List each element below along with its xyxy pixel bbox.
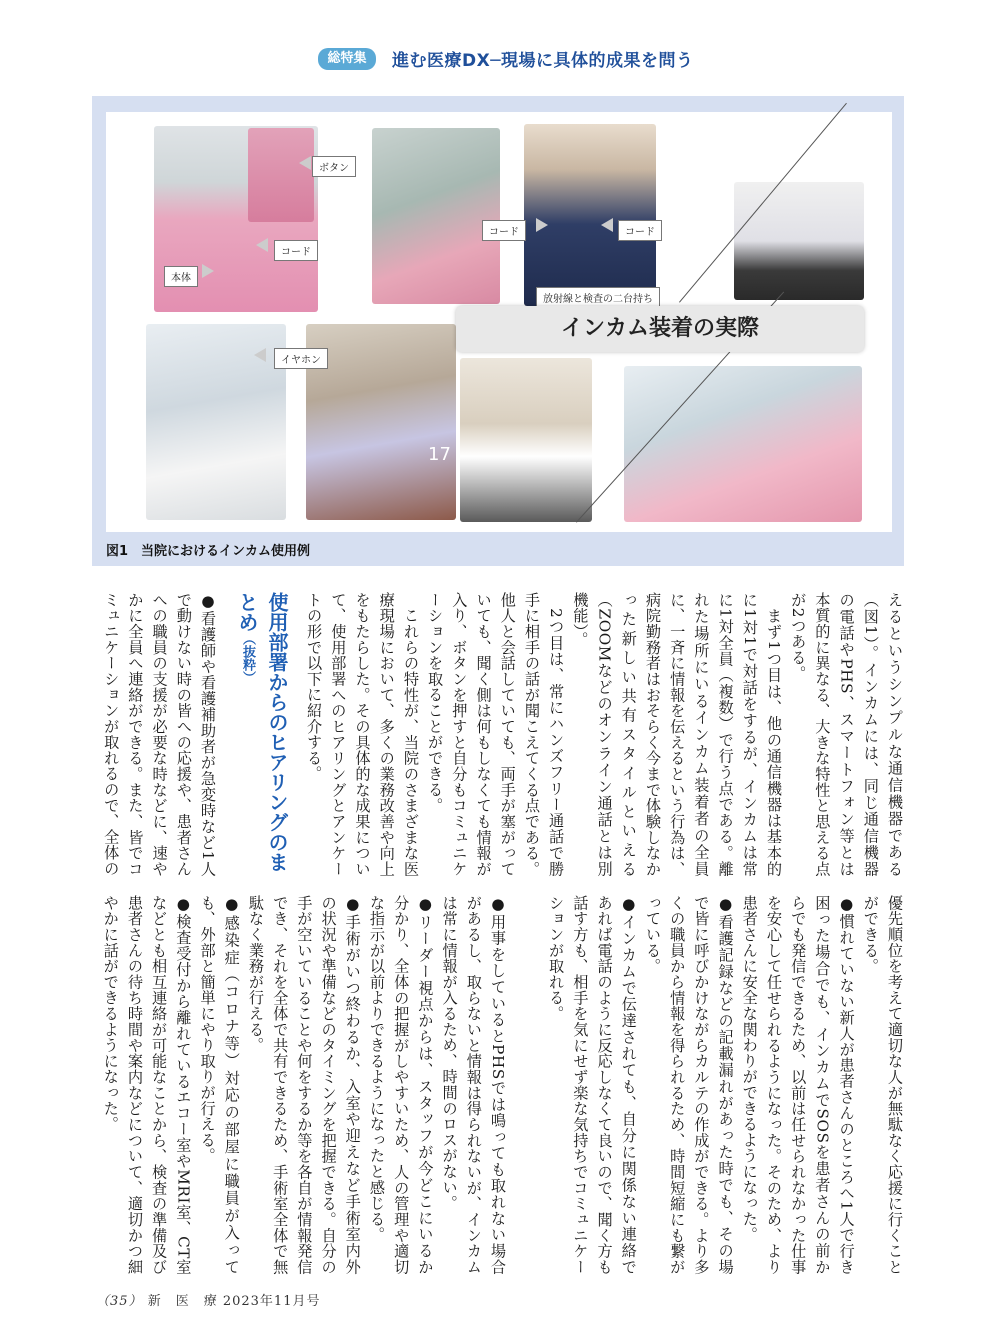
arrow-icon <box>202 264 214 278</box>
paragraph: 優先順位を考えて適切な人が無駄なく応援に行くことができる。 ●慣れていない新人が患者さんのところへ1人で行き困った場合でも、インカムでSOSを患者さんの前からでも発信できるため、以前は任せられなかった仕事を安心して任せられるようになった。そのため、より患者さんに安全な関わりができるようになった。 ●看護記録などの記載漏れがあった時でも、その場で皆に呼びかけながらカルテの作成ができる。より多くの職員から情報を得られるため、時間短縮にも繋がっている。 ●インカムで伝達されても、自分に関係ない連絡であれば電話のように反応しなくて良いので、聞く方も話す方も、相手を気にせず楽な気持ちでコミュニケーションが取れる。 <box>547 895 904 1275</box>
arrow-icon <box>601 218 613 232</box>
body-text-bullets-c <box>90 895 510 1275</box>
photo-nurse-corridor <box>460 358 592 522</box>
figure-main-label: インカム装着の実際 <box>456 306 864 352</box>
callout-cord: コード <box>618 220 662 241</box>
callout-earphone: イヤホン <box>274 348 328 369</box>
arrow-icon <box>256 238 268 252</box>
body-text-intro <box>305 592 907 877</box>
figure-caption: 図1 当院におけるインカム使用例 <box>106 544 311 559</box>
page-header-title: 進む医療DX─現場に具体的成果を問う <box>392 51 694 71</box>
door-number: 17 <box>428 444 451 465</box>
callout-button: ボタン <box>312 156 356 177</box>
paragraph: ●用事をしているとPHSでは鳴っても取れない場合があるし、取らないと情報は得られないが、インカムは常に情報が入るため、時間のロスがない。 ●リーダー視点からは、スタッフが今どこにいるか分かり、全体の把握がしやすいため、人の管理や適切な指示が以前よりできるようになったと感じる。 ●手術がいつ終わるか、入室や迎えなど手術室内外の状況や準備などのタイミングを把握できる。自分の手が空いていることや何をするか等を各自が情報発信でき、それを全体で共有できるため、手術室全体で無駄なく業務が行える。 ●感染症（コロナ等）対応の部屋に職員が入っても、外部と簡単にやり取りが行える。 ●検査受付から離れているエコー室やMRI室、CT室などとも相互連絡が可能なことから、検査の準備及び患者さんの待ち時間や案内などについて、適切かつ細やかに話ができるようになった。 <box>101 895 507 1275</box>
page-footer <box>96 1290 320 1309</box>
paragraph: ●看護師や看護補助者が急変時など1人で動けない時の皆への応援や、患者さんへの職員の支援が必要な時などに、速やかに全員へ連絡ができる。また、皆でコミュニケーションが取れるので、全体の <box>102 592 217 877</box>
section-heading <box>232 592 292 877</box>
issue-date: 2023年11月号 <box>222 1294 321 1309</box>
body-text-bullets-b <box>499 895 907 1275</box>
section-heading-sub: （抜粋） <box>240 632 255 684</box>
magazine-name: 新 医 療 <box>147 1294 218 1309</box>
callout-two-devices: 放射線と検査の二台持ち <box>536 287 660 308</box>
photo-dialysis-room <box>306 324 456 520</box>
photo-device-closeup <box>248 128 314 222</box>
photo-nurses-station <box>372 128 500 304</box>
arrow-icon <box>536 218 548 232</box>
photo-reception-nurses <box>624 366 862 522</box>
section-badge: 総特集 <box>318 48 376 70</box>
page-number: （35） <box>96 1294 143 1309</box>
callout-cord: コード <box>274 240 318 261</box>
photo-nurse-two-devices <box>524 124 656 306</box>
arrow-icon <box>299 156 311 170</box>
arrow-icon <box>254 348 266 362</box>
body-text-bullets-a <box>90 592 220 877</box>
callout-cord: コード <box>482 220 526 241</box>
callout-body: 本体 <box>164 266 198 287</box>
photo-charging-station <box>734 182 864 300</box>
paragraph: えるというシンプルな通信機器である（図1）。インカムには、同じ通信機器の電話やPHS、スマートフォン等とは本質的に異なる、大きな特性と思える点が2つある。 まず1つ目は、他の通信機器は基本的に1対1で対話をするが、インカムは常に1対全員（複数）で行う点である。離れた場所にいるインカム装着者の全員に、一斉に情報を伝えるという行為は、病院勤務者はおそらく今まで体験しなかった新しい共有スタイルといえる（ZOOMなどのオンライン通話とは別機能）。 2つ目は、常にハンズフリー通話で勝手に相手の話が聞こえてくる点である。他人と会話していても、両手が塞がっていても、聞く側は何もしなくても情報が入り、ボタンを押すと自分もコミュニケーションを取ることができる。 これらの特性が、当院のさまざまな医療現場において、多くの業務改善や向上をもたらした。その具体的な成果について、使用部署へのヒアリングとアンケートの形で以下に紹介する。 <box>305 592 904 877</box>
section-heading-text: 使用部署からのヒアリングのまとめ <box>235 592 289 872</box>
